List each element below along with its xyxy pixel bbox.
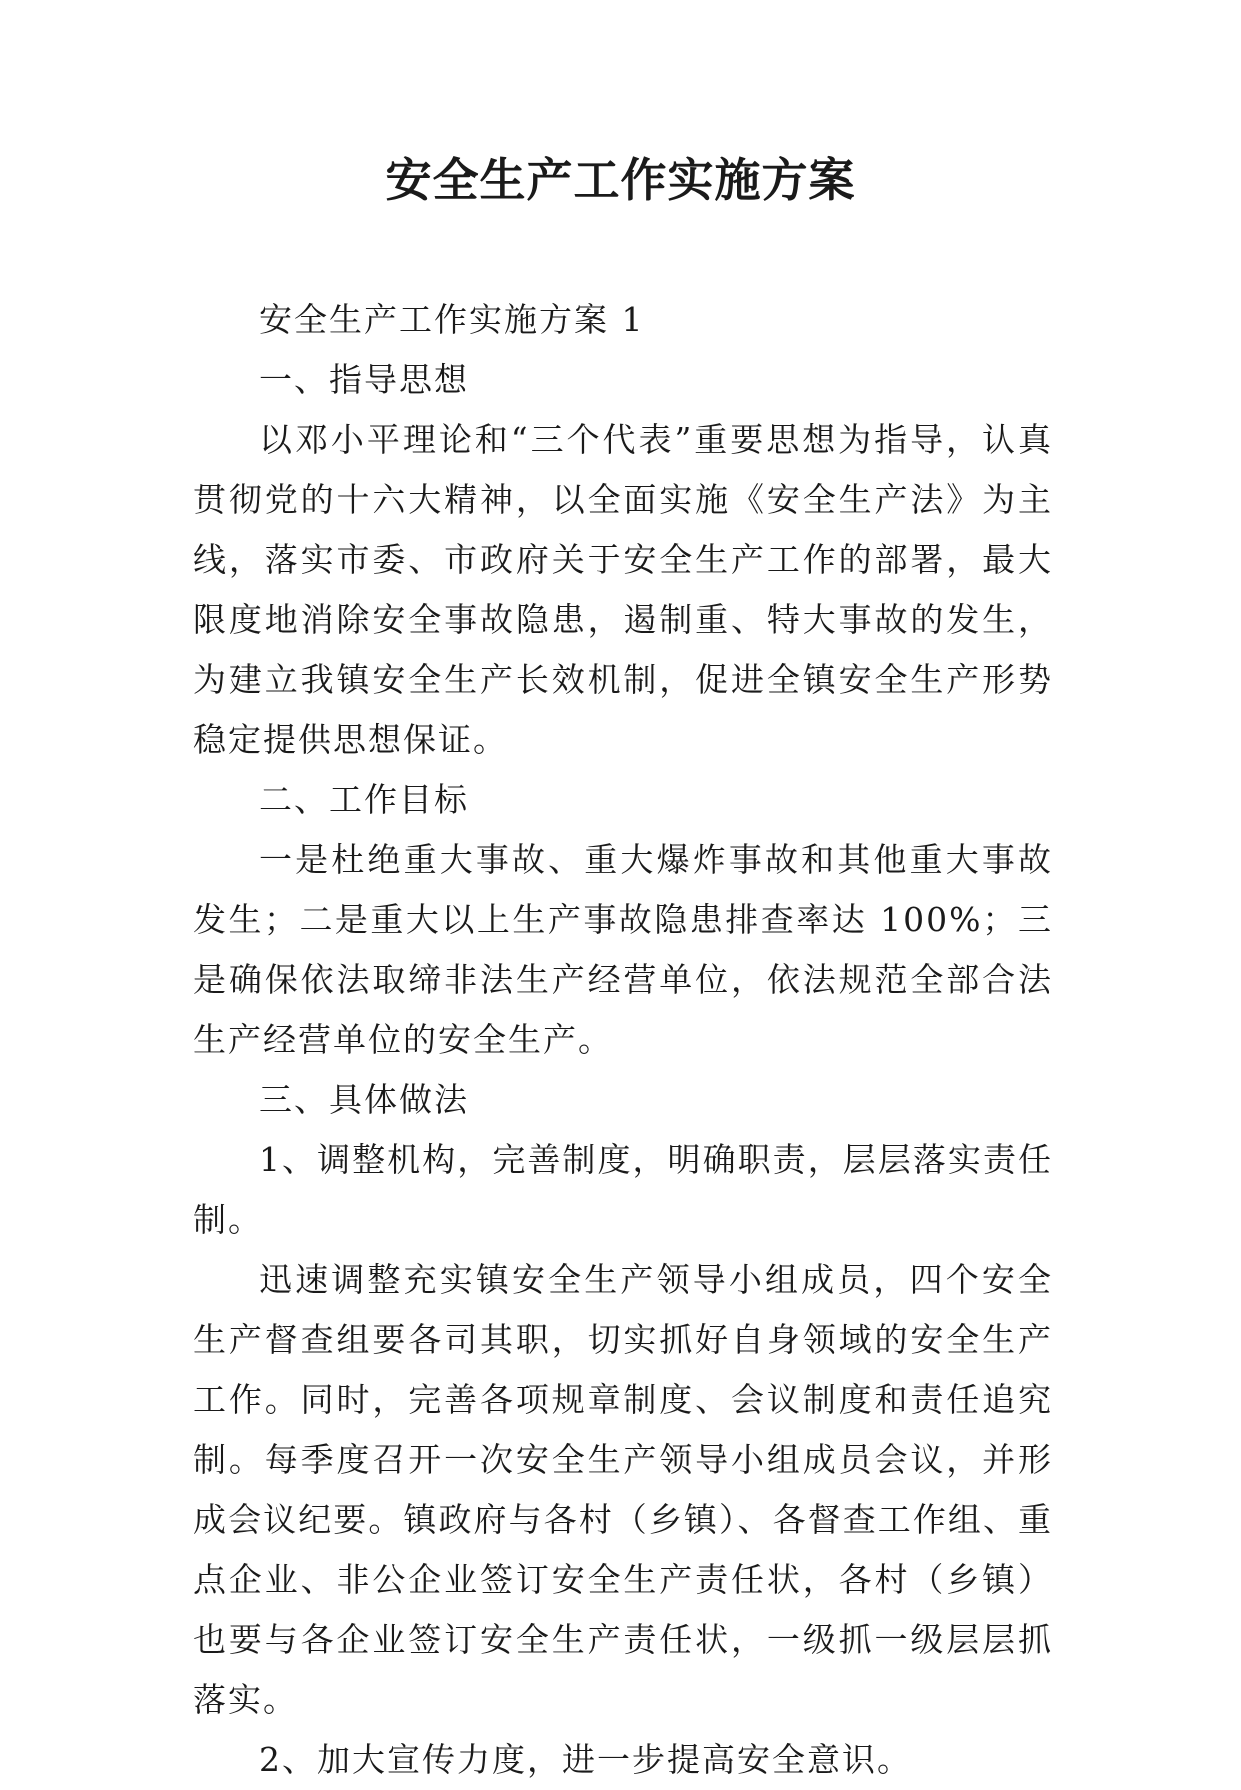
paragraph-guiding-thought: 以邓小平理论和“三个代表”重要思想为指导，认真贯彻党的十六大精神，以全面实施《安全生产法》为主线，落实市委、市政府关于安全生产工作的部署，最大限度地消除安全事故隐患，遏制重、特大事故的发生，为建立我镇安全生产长效机制，促进全镇安全生产形势稳定提供思想保证。 [193, 420, 1053, 759]
section-heading-guiding-thought: 一、指导思想 [259, 360, 469, 399]
subtitle-line: 安全生产工作实施方案 1 [259, 300, 645, 339]
item-heading-1: 1、调整机构，完善制度，明确职责，层层落实责任制。 [193, 1140, 1053, 1239]
section-heading-specific-methods: 三、具体做法 [259, 1080, 469, 1119]
paragraph-item-1: 迅速调整充实镇安全生产领导小组成员，四个安全生产督查组要各司其职，切实抓好自身领域的安全生产工作。同时，完善各项规章制度、会议制度和责任追究制。每季度召开一次安全生产领导小组成员会议，并形成会议纪要。镇政府与各村（乡镇）、各督查工作组、重点企业、非公企业签订安全生产责任状，各村（乡镇）也要与各企业签订安全生产责任状，一级抓一级层层抓落实。 [193, 1260, 1053, 1719]
paragraph-work-goals: 一是杜绝重大事故、重大爆炸事故和其他重大事故发生；二是重大以上生产事故隐患排查率达 100%；三是确保依法取缔非法生产经营单位，依法规范全部合法生产经营单位的安全生产。 [193, 840, 1053, 1059]
item-heading-2: 2、加大宣传力度，进一步提高安全意识。 [259, 1740, 912, 1779]
document-title: 安全生产工作实施方案 [385, 153, 856, 207]
document-body [193, 290, 1053, 1790]
section-heading-work-goals: 二、工作目标 [259, 780, 469, 819]
